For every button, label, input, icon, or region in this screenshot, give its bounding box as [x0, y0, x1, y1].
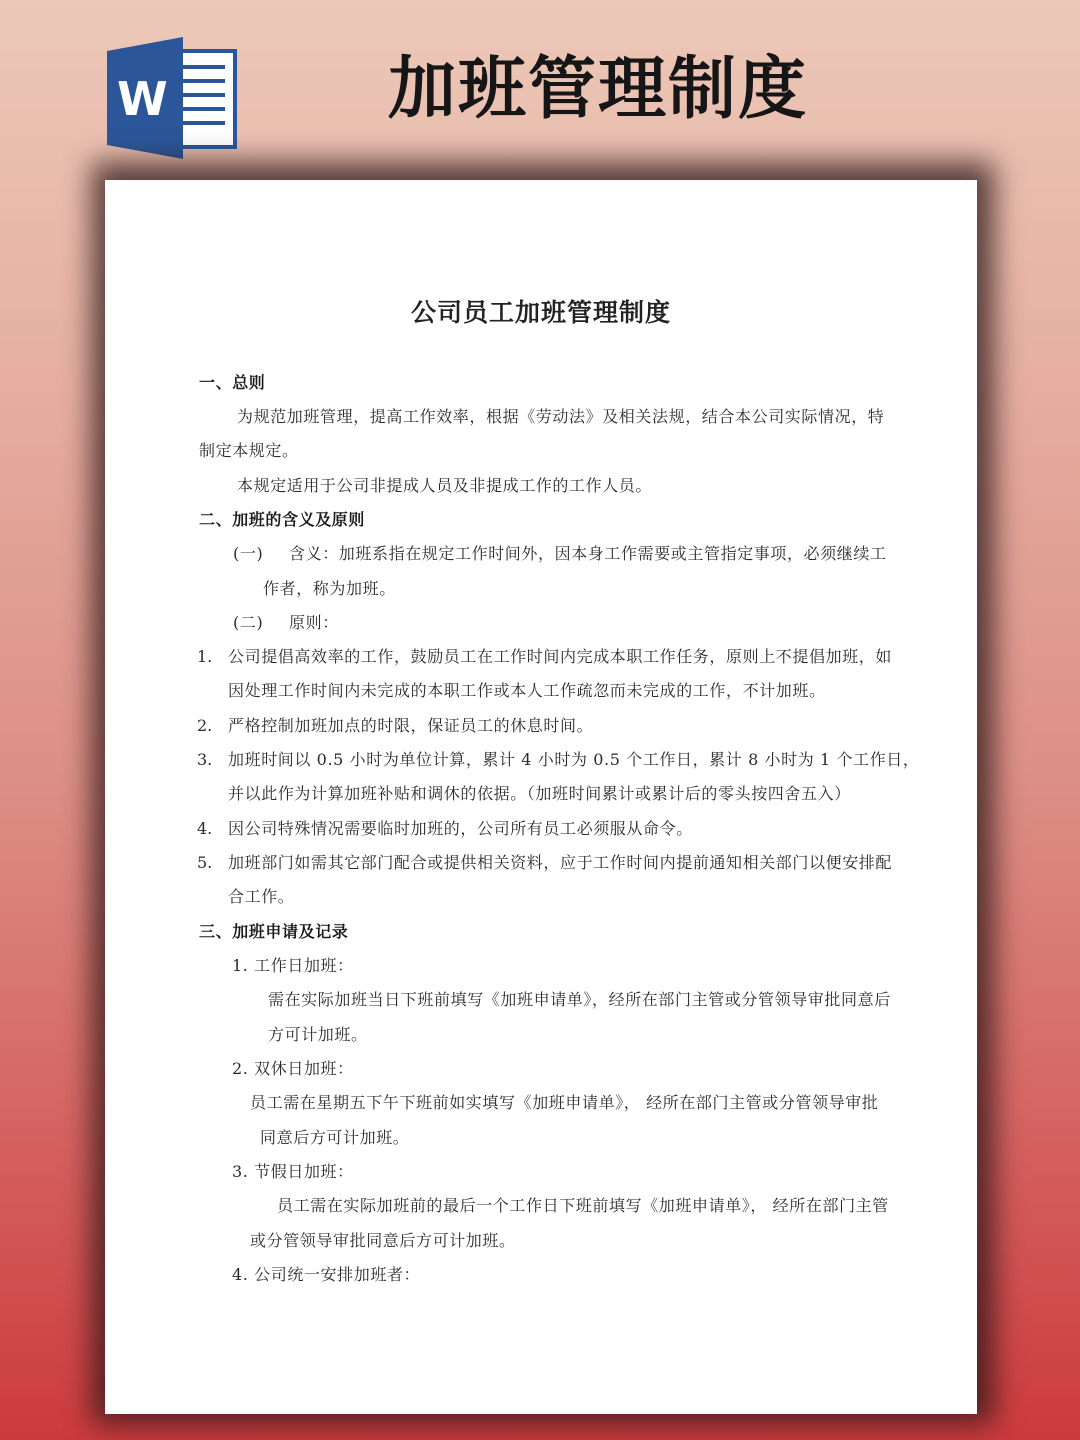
document-title: 公司员工加班管理制度: [410, 298, 671, 327]
section2-item2-label: 原则：: [289, 613, 339, 632]
rule-line: 公司提倡高效率的工作，鼓励员工在工作时间内完成本职工作任务，原则上不提倡加班，如: [228, 647, 893, 666]
rule-line: 加班部门如需其它部门配合或提供相关资料，应于工作时间内提前通知相关部门以便安排配: [228, 853, 893, 872]
rule-number: 4.: [197, 819, 213, 838]
section3-item-label: 4. 公司统一安排加班者：: [232, 1265, 421, 1284]
section3-item-line: 员工需在星期五下午下班前如实填写《加班申请单》， 经所在部门主管或分管领导审批: [250, 1093, 879, 1112]
section3-item-label: 2. 双休日加班：: [232, 1059, 354, 1078]
section1-heading: 一、总则: [199, 373, 266, 392]
section3-item-line: 或分管领导审批同意后方可计加班。: [250, 1231, 516, 1250]
section3-heading: 三、加班申请及记录: [199, 922, 349, 941]
rule-line: 加班时间以 0.5 小时为单位计算，累计 4 小时为 0.5 个工作日，累计 8 小时为 1 个工作日，: [228, 750, 920, 769]
banner-title: 加班管理制度: [388, 50, 809, 129]
word-icon: [107, 37, 237, 159]
section3-item-line: 员工需在实际加班前的最后一个工作日下班前填写《加班申请单》， 经所在部门主管: [277, 1196, 889, 1215]
section3-item-label: 1. 工作日加班：: [232, 956, 354, 975]
rule-number: 3.: [197, 750, 213, 769]
rule-number: 2.: [197, 716, 213, 735]
rule-line: 因处理工作时间内未完成的本职工作或本人工作疏忽而未完成的工作，不计加班。: [228, 681, 826, 700]
section3-item-label: 3. 节假日加班：: [232, 1162, 354, 1181]
section2-item1-marker: (一): [233, 544, 264, 563]
rule-number: 5.: [197, 853, 213, 872]
section1-para2: 本规定适用于公司非提成人员及非提成工作的工作人员。: [237, 476, 653, 495]
rule-line: 并以此作为计算加班补贴和调休的依据。（加班时间累计或累计后的零头按四舍五入）: [228, 784, 851, 803]
section3-item-line: 需在实际加班当日下班前填写《加班申请单》，经所在部门主管或分管领导审批同意后: [268, 990, 891, 1009]
section1-para1-line1: 为规范加班管理，提高工作效率，根据《劳动法》及相关法规，结合本公司实际情况，特: [237, 407, 885, 426]
section3-item-line: 同意后方可计加班。: [260, 1128, 410, 1147]
section3-item-line: 方可计加班。: [268, 1025, 368, 1044]
word-icon-letter: W: [117, 72, 168, 126]
rule-line: 合工作。: [228, 887, 295, 906]
word-app-icon: [107, 37, 237, 159]
document-page: [105, 180, 977, 1414]
section2-item2-marker: (二): [233, 613, 264, 632]
rule-line: 因公司特殊情况需要临时加班的，公司所有员工必须服从命令。: [228, 819, 693, 838]
rule-line: 严格控制加班加点的时限，保证员工的休息时间。: [228, 716, 594, 735]
rule-number: 1.: [197, 647, 213, 666]
section1-para1-line2: 制定本规定。: [199, 441, 299, 460]
section2-heading: 二、加班的含义及原则: [199, 510, 366, 529]
section2-item1-line2: 作者，称为加班。: [263, 579, 396, 598]
section2-item1-line1: 含义：加班系指在规定工作时间外，因本身工作需要或主管指定事项，必须继续工: [289, 544, 887, 563]
